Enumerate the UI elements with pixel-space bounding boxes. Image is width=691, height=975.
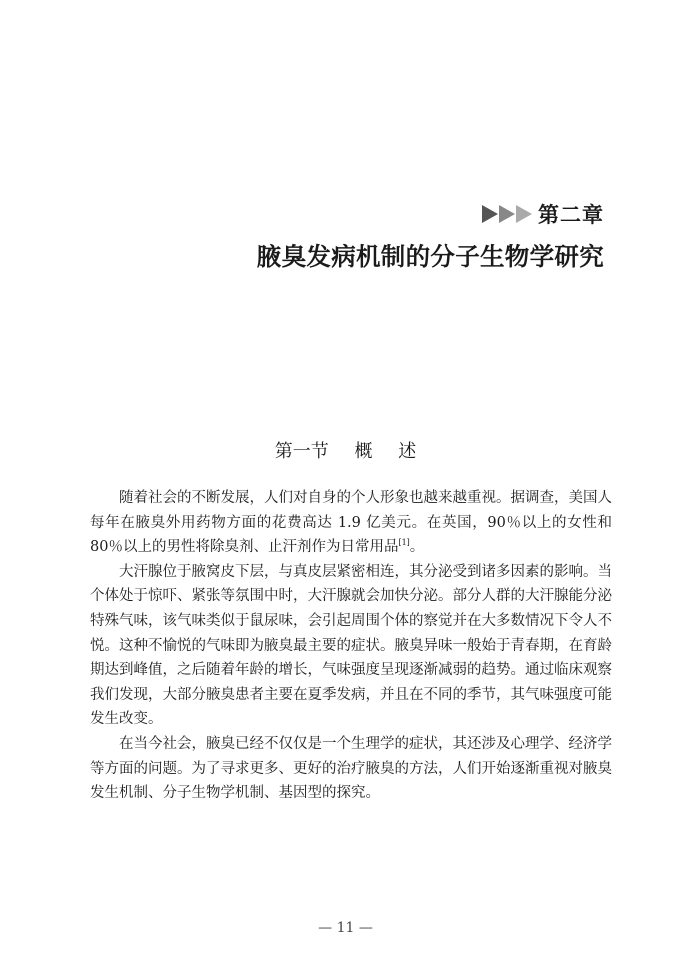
paragraph: 大汗腺位于腋窝皮下层，与真皮层紧密相连，其分泌受到诸多因素的影响。当个体处于惊吓、紧张等氛围中时，大汗腺就会加快分泌。部分人群的大汗腺能分泌特殊气味，该气味类似于鼠尿味，会引起周围个体的察觉并在大多数情况下令人不悦。这种不愉悦的气味即为腋臭最主要的症状。腋臭异味一般始于青春期，在育龄期达到峰值，之后随着年龄的增长，气味强度呈现逐渐减弱的趋势。通过临床观察我们发现，大部分腋臭患者主要在夏季发病，并且在不同的季节，其气味强度可能发生改变。	[90, 563, 612, 728]
paragraph-text: 随着社会的不断发展，人们对自身的个人形象也越来越重视。据调查，美国人每年在腋臭外用药物方面的花费高达 1.9 亿美元。在英国，90％以上的女性和 80％以上的男性将除臭剂、止汗剂作为日常用品	[90, 490, 612, 556]
section-title	[0, 437, 691, 463]
chapter-title: 腋臭发病机制的分子生物学研究	[256, 242, 604, 271]
paragraph-end: 。	[409, 539, 425, 556]
paragraph	[90, 486, 612, 560]
page-number: — 11 —	[318, 920, 373, 936]
chapter-label: 第二章	[538, 203, 604, 227]
chapter-heading	[482, 199, 604, 229]
body-text	[90, 486, 612, 806]
paragraph: 在当今社会，腋臭已经不仅仅是一个生理学的症状，其还涉及心理学、经济学等方面的问题。为了寻求更多、更好的治疗腋臭的方法，人们开始逐渐重视对腋臭发生机制、分子生物学机制、基因型的探究。	[90, 735, 612, 802]
triple-arrow-icon	[482, 205, 532, 223]
section-number: 第一节	[274, 441, 329, 462]
citation: [1]	[398, 538, 410, 548]
section-title-part: 述	[398, 441, 417, 462]
section-title-part: 概	[354, 441, 373, 462]
